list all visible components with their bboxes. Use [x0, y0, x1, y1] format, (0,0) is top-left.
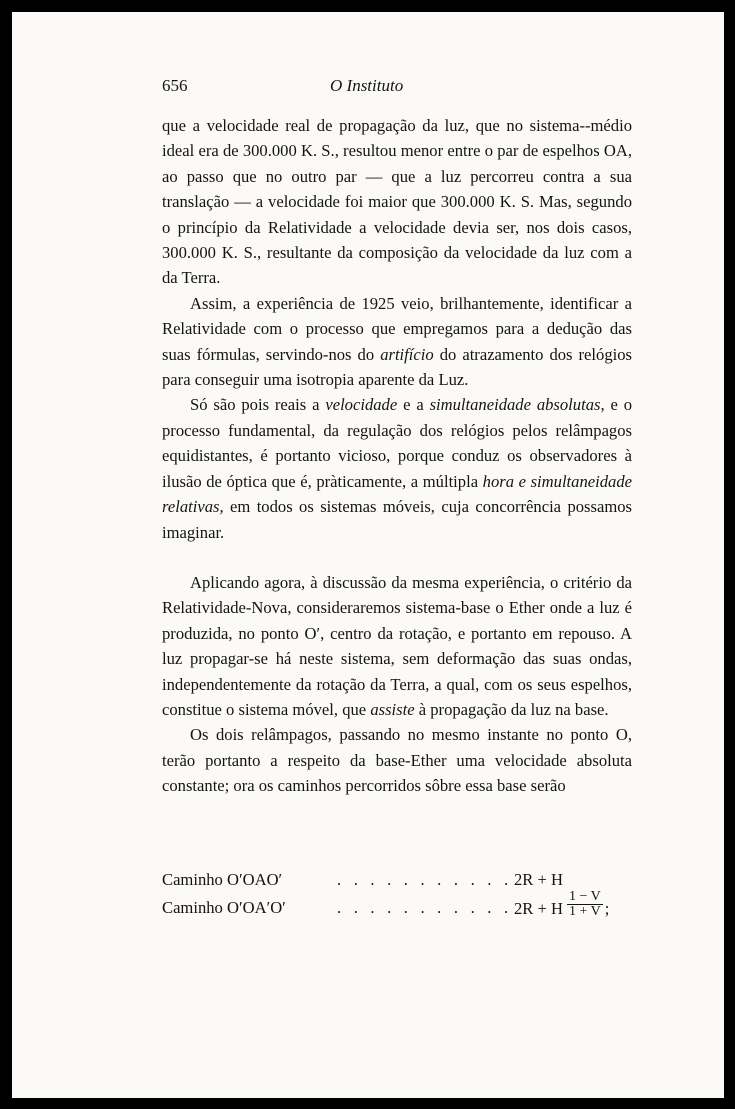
leader-dots: . . . . . . . . . . . — [337, 870, 513, 889]
text-run: Só são pois reais a — [190, 395, 326, 415]
body-text — [162, 113, 632, 799]
page-number: 656 — [162, 76, 188, 95]
text-run: e a — [397, 395, 430, 415]
page-header — [162, 76, 632, 100]
text-run: do atrazamento dos relógios para conseguir uma isotropia aparente da Luz. — [162, 344, 632, 390]
fraction-numerator: 1 − V — [569, 889, 601, 904]
italic-run: simultaneidade absolutas — [429, 395, 601, 415]
fraction-denominator: 1 + V — [569, 904, 601, 919]
paragraph — [162, 113, 632, 291]
italic-run: velocidade — [325, 395, 398, 415]
italic-run: hora e simultaneidade relativas, — [162, 471, 632, 517]
paragraph — [162, 291, 632, 393]
running-title: O Instituto — [330, 76, 404, 95]
expression-main: 2R + H — [514, 898, 564, 918]
formula-expression — [514, 889, 610, 919]
italic-run: artifício — [380, 344, 434, 364]
text-run: Os dois relâmpagos, passando no mesmo instante no ponto O, terão portanto a respeito da base-Ether uma velocidade absoluta constante; ora os caminhos percorridos sôbre essa base serão — [162, 725, 632, 796]
expression-suffix: ; — [604, 898, 610, 918]
text-run: Assim, a experiência de 1925 veio, brilhantemente, identificar a Relatividade com o processo que empregamos para a dedução das suas fórmulas, servindo-nos do — [162, 293, 632, 364]
formula-expression — [514, 870, 563, 890]
text-run: , e o processo fundamental, da regulação dos relógios pelos relâmpagos equidistantes, é portanto vicioso, porque conduz os observadores à ilusão de óptica que é, pràticamente, a múltipla — [162, 395, 632, 491]
text-run: em todos os sistemas móveis, cuja concorrência possamos imaginar. — [162, 497, 632, 542]
text-run: que a velocidade real de propagação da luz, que no sistema--médio ideal era de 300.000 K. S., resultou menor entre o par de espelhos OA, ao passo que no outro par — que a luz percorreu contra a sua translação — a velocidade foi maior que 300.000 K. S. Mas, segundo o princípio da Relatividade a velocidade devia ser, nos dois casos, 300.000 K. S., resultante da composição da velocidade da luz com a da Terra. — [162, 116, 632, 288]
formula-label: Caminho O′OAO′ — [162, 870, 283, 889]
text-run: Aplicando agora, à discussão da mesma experiência, o critério da Relatividade-Nova, consideraremos sistema-base o Ether onde a luz é produzida, no ponto O′, centro da rotação, e portanto em repouso. A luz propagar-se há neste sistema, sem deformação das suas ondas, independentemente da rotação da Terra, a qual, com os seus espelhos, constitue o sistema móvel, que — [162, 572, 632, 719]
expression-main: 2R + H — [514, 870, 564, 889]
italic-run: assiste — [370, 699, 415, 719]
paragraph — [162, 570, 632, 722]
paragraph — [162, 392, 632, 544]
formula-label: Caminho O′OA′O′ — [162, 898, 286, 917]
formula-block — [162, 870, 642, 926]
leader-dots: . . . . . . . . . . . — [337, 898, 513, 917]
paragraph — [162, 722, 632, 798]
text-run: à propagação da luz na base. — [414, 699, 609, 719]
formula-row — [162, 889, 642, 926]
fraction — [567, 890, 603, 919]
